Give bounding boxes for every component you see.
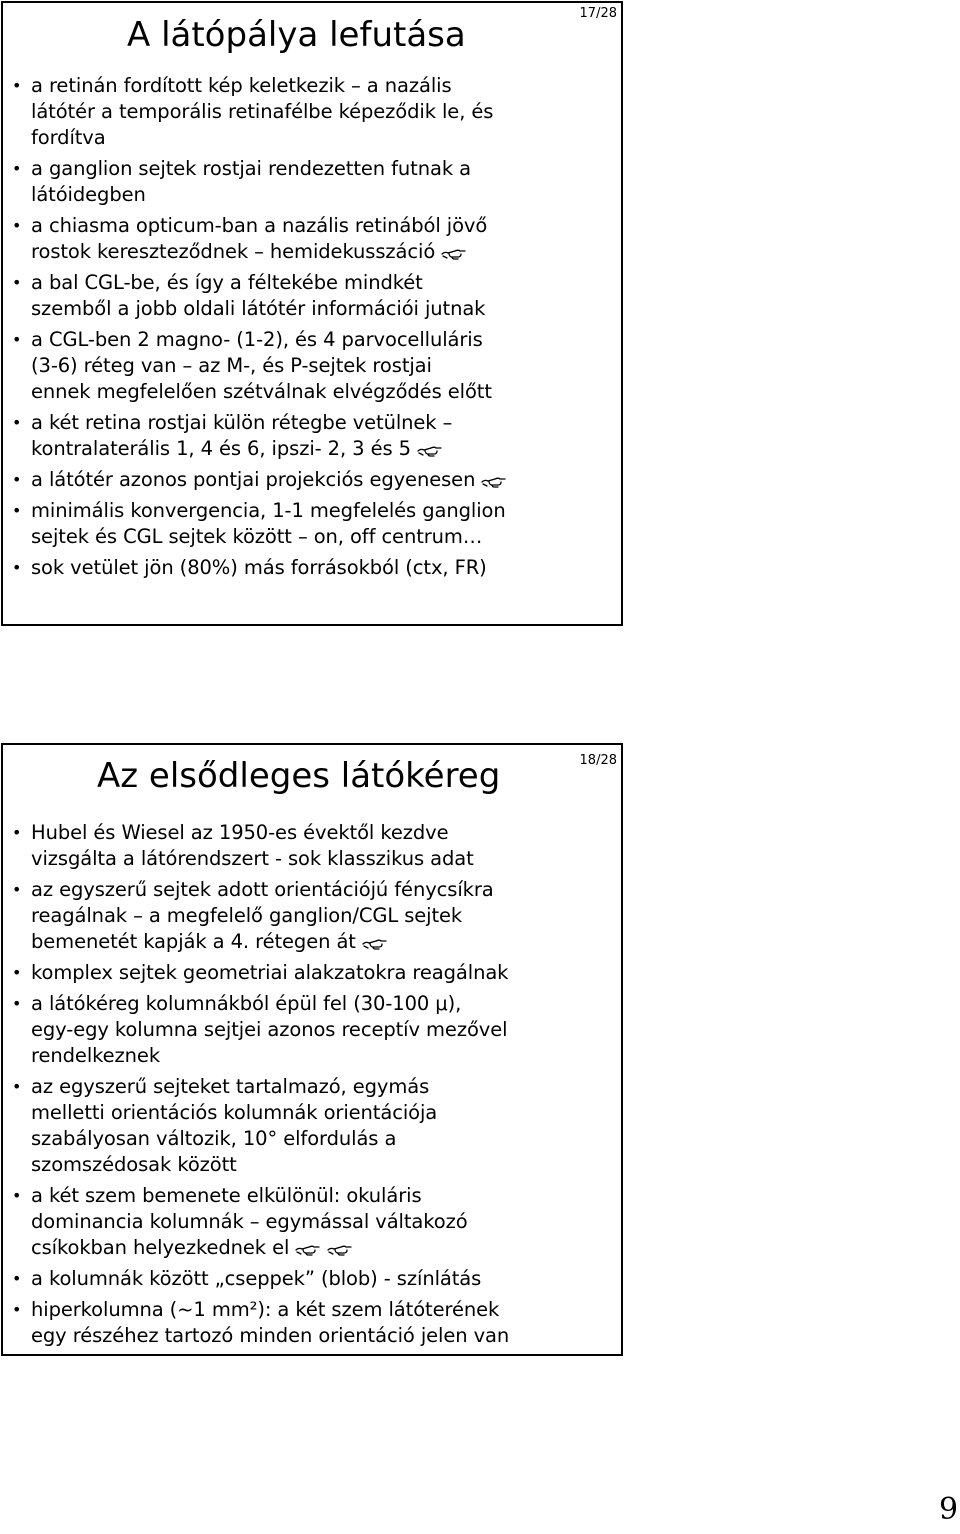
- bullet-line: látóidegben: [31, 183, 146, 206]
- bullet-line: • a chiasma opticum-ban a nazális retinából jövő: [31, 214, 488, 237]
- bullet-item: [3, 1183, 621, 1261]
- bullet-line: (3-6) réteg van – az M-, és P-sejtek rostjai: [31, 354, 432, 377]
- bullet-line: rendelkeznek: [31, 1044, 161, 1067]
- bullet-line: • a két szem bemenete elkülönül: okuláris: [31, 1184, 422, 1207]
- bullet-line: • a kolumnák között „cseppek” (blob) - színlátás: [31, 1267, 482, 1290]
- bullet-item: [3, 467, 621, 493]
- pointing-hand-icon: [441, 246, 467, 260]
- bullet-line: • Hubel és Wiesel az 1950-es évektől kezdve: [31, 821, 449, 844]
- bullet-item: [3, 498, 621, 550]
- bullet-line: vizsgálta a látórendszert - sok klasszikus adat: [31, 847, 474, 870]
- bullet-line: • hiperkolumna (~1 mm²): a két szem látóterének: [31, 1298, 500, 1321]
- bullet-line: • minimális konvergencia, 1-1 megfelelés ganglion: [31, 499, 506, 522]
- bullet-item: [3, 327, 621, 405]
- bullet-line: • a látótér azonos pontjai projekciós egyenesen: [31, 467, 613, 493]
- bullet-item: [3, 270, 621, 322]
- bullet-item: [3, 73, 621, 151]
- bullet-line: csíkokban helyezkednek el: [31, 1235, 613, 1261]
- bullet-line: • a CGL-ben 2 magno- (1-2), és 4 parvocelluláris: [31, 328, 483, 351]
- bullet-line: • a látókéreg kolumnákból épül fel (30-100 μ),: [31, 992, 462, 1015]
- bullet-line: reagálnak – a megfelelő ganglion/CGL sejtek: [31, 904, 463, 927]
- bullet-line: • a retinán fordított kép keletkezik – a nazális: [31, 74, 452, 97]
- bullet-item: [3, 960, 621, 986]
- bullet-item: [3, 213, 621, 265]
- slide-17: [1, 1, 623, 626]
- bullet-item: [3, 820, 621, 872]
- bullet-line: • az egyszerű sejtek adott orientációjú fénycsíkra: [31, 878, 494, 901]
- bullet-line: kontralaterális 1, 4 és 6, ipszi- 2, 3 és 5: [31, 436, 613, 462]
- slide-number: 18/28: [579, 753, 617, 768]
- bullet-line: fordítva: [31, 126, 106, 149]
- bullet-line: szabályosan változik, 10° elfordulás a: [31, 1127, 397, 1150]
- bullet-item: [3, 1297, 621, 1349]
- bullet-line: • a ganglion sejtek rostjai rendezetten futnak a: [31, 157, 471, 180]
- pointing-hand-icon: [295, 1242, 321, 1256]
- bullet-line: melletti orientációs kolumnák orientációja: [31, 1101, 438, 1124]
- page-number: 9: [939, 1492, 959, 1527]
- bullet-item: [3, 410, 621, 462]
- slide-number: 17/28: [579, 6, 617, 21]
- bullet-line: sejtek és CGL sejtek között – on, off centrum…: [31, 525, 483, 548]
- bullet-line: látótér a temporális retinafélbe képeződik le, és: [31, 100, 494, 123]
- bullet-line: rostok kereszteződnek – hemidekusszáció: [31, 239, 613, 265]
- bullet-item: [3, 555, 621, 581]
- bullet-item: [3, 991, 621, 1069]
- pointing-hand-icon: [362, 936, 388, 950]
- bullet-line: • sok vetület jön (80%) más forrásokból (ctx, FR): [31, 556, 487, 579]
- bullet-line: dominancia kolumnák – egymással váltakozó: [31, 1210, 468, 1233]
- bullet-line: • a két retina rostjai külön rétegbe vetülnek –: [31, 411, 453, 434]
- bullet-line: • az egyszerű sejteket tartalmazó, egymás: [31, 1075, 430, 1098]
- bullet-list: [3, 820, 621, 1354]
- bullet-line: • a bal CGL-be, és így a féltekébe mindkét: [31, 271, 423, 294]
- bullet-line: ennek megfelelően szétválnak elvégződés előtt: [31, 380, 492, 403]
- bullet-line: szemből a jobb oldali látótér információi jutnak: [31, 297, 486, 320]
- bullet-item: [3, 1266, 621, 1292]
- slide-title: A látópálya lefutása: [127, 15, 466, 55]
- slide-18: [1, 743, 623, 1356]
- bullet-line: • komplex sejtek geometriai alakzatokra reagálnak: [31, 961, 509, 984]
- bullet-list: [3, 73, 621, 586]
- slide-title: Az elsődleges látókéreg: [97, 756, 501, 796]
- bullet-line: szomszédosak között: [31, 1153, 237, 1176]
- bullet-item: [3, 156, 621, 208]
- bullet-item: [3, 877, 621, 955]
- bullet-line: bemenetét kapják a 4. rétegen át: [31, 929, 613, 955]
- pointing-hand-icon: [417, 443, 443, 457]
- bullet-line: egy-egy kolumna sejtjei azonos receptív mezővel: [31, 1018, 508, 1041]
- bullet-line: egy részéhez tartozó minden orientáció jelen van: [31, 1324, 510, 1347]
- pointing-hand-icon: [481, 474, 507, 488]
- pointing-hand-icon: [327, 1242, 353, 1256]
- bullet-item: [3, 1074, 621, 1178]
